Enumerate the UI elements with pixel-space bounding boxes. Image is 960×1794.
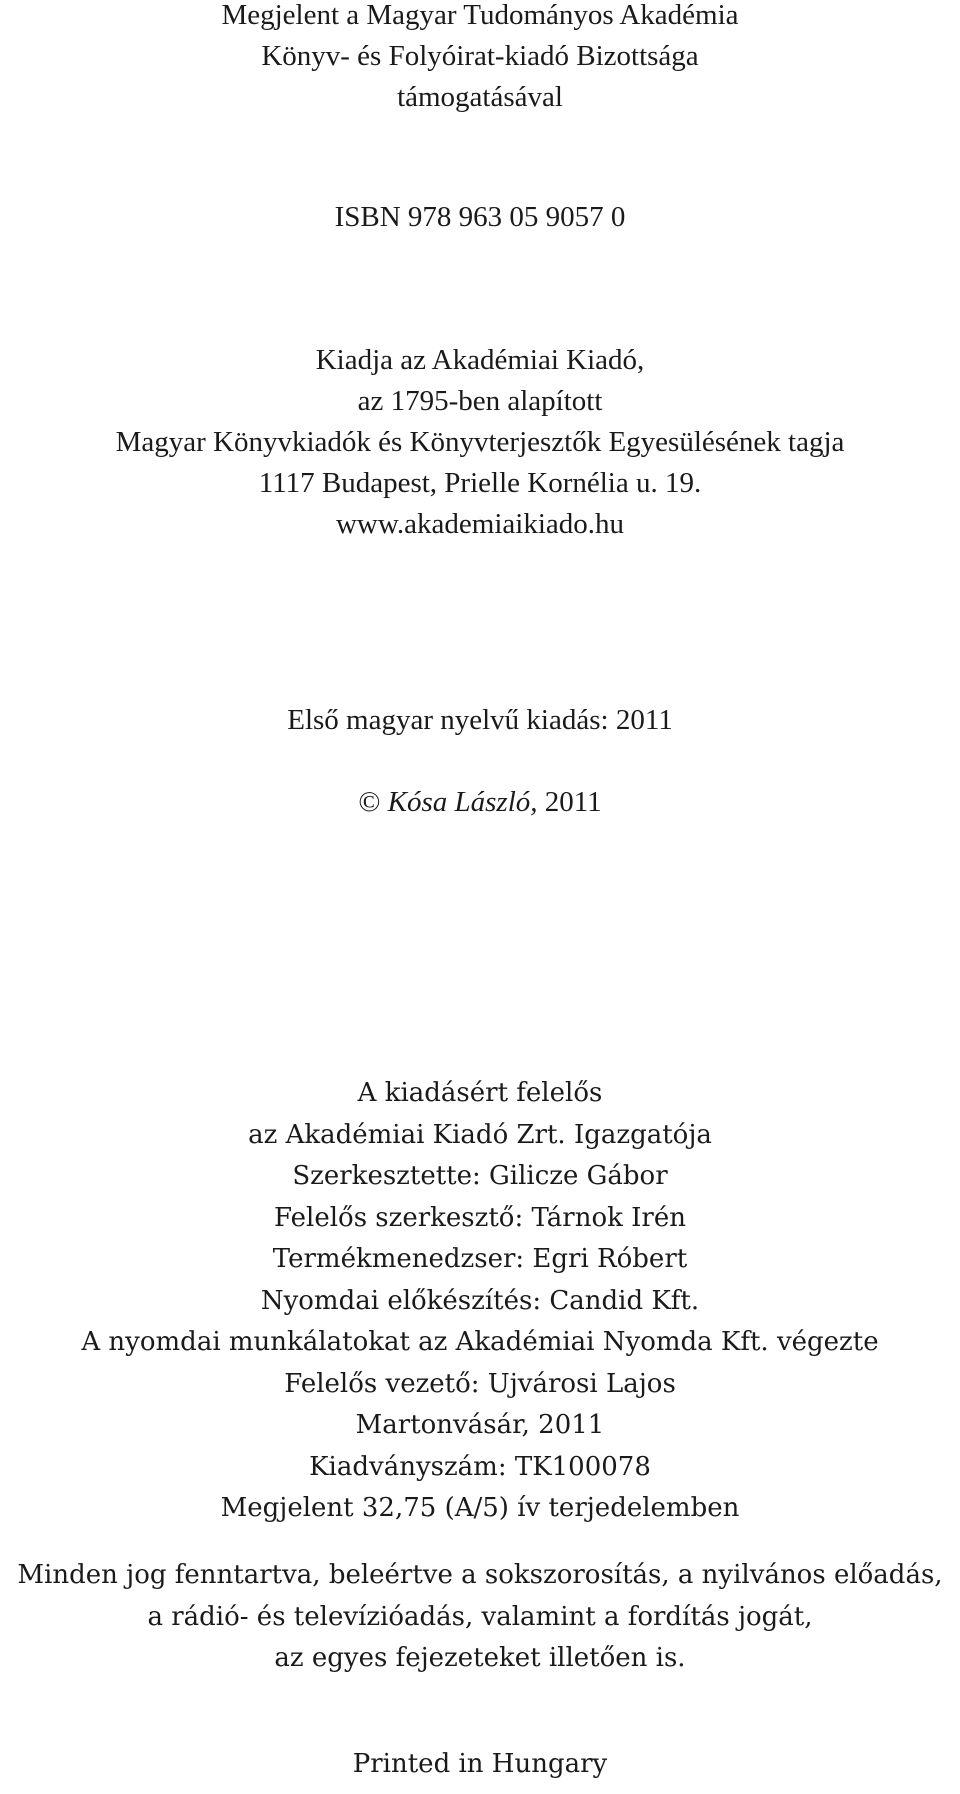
credits-block — [0, 1073, 960, 1530]
credit-line: Felelős szerkesztő: Tárnok Irén — [274, 1202, 686, 1233]
rights-line: a rádió- és televízióadás, valamint a fordítás jogát, — [147, 1601, 813, 1632]
copyright-author: Kósa László, — [387, 786, 538, 818]
isbn-block — [0, 197, 960, 238]
publisher-line: az 1795-ben alapított — [357, 385, 603, 417]
printed-in: Printed in Hungary — [352, 1749, 608, 1779]
publisher-address: 1117 Budapest, Prielle Kornélia u. 19. — [258, 467, 702, 499]
credit-line: Szerkesztette: Gilicze Gábor — [292, 1161, 668, 1191]
rights-line: Minden jog fenntartva, beleértve a sokszorosítás, a nyilvános előadás, — [17, 1560, 943, 1590]
publisher-line: Kiadja az Akadémiai Kiadó, — [315, 344, 645, 376]
copyright-block — [0, 782, 960, 823]
support-line: támogatásával — [397, 81, 563, 113]
publisher-line: Magyar Könyvkiadók és Könyvterjesztők Egyesülésének tagja — [115, 426, 845, 458]
credit-line: az Akadémiai Kiadó Zrt. Igazgatója — [248, 1119, 712, 1150]
edition-block — [0, 700, 960, 741]
rights-statement — [0, 1555, 960, 1680]
publisher-info — [0, 340, 960, 545]
copyright-symbol: © — [358, 786, 381, 818]
rights-line: az egyes fejezeteket illetően is. — [274, 1643, 686, 1673]
isbn: ISBN 978 963 05 9057 0 — [334, 201, 626, 233]
edition-statement: Első magyar nyelvű kiadás: 2011 — [287, 704, 673, 736]
publisher-website: www.akademiaikiado.hu — [335, 508, 625, 540]
credit-line: Nyomdai előkészítés: Candid Kft. — [260, 1285, 700, 1316]
credit-line: Felelős vezető: Ujvárosi Lajos — [284, 1368, 676, 1399]
credit-line: Kiadványszám: TK100078 — [309, 1451, 651, 1482]
credit-line: Megjelent 32,75 (A/5) ív terjedelemben — [220, 1493, 740, 1523]
credit-line: Martonvásár, 2011 — [355, 1410, 605, 1440]
copyright-line — [0, 782, 960, 823]
credit-line: A kiadásért felelős — [357, 1078, 603, 1108]
support-line: Megjelent a Magyar Tudományos Akadémia — [221, 0, 739, 31]
printed-block — [0, 1744, 960, 1786]
support-line: Könyv- és Folyóirat-kiadó Bizottsága — [261, 40, 699, 72]
support-statement — [0, 0, 960, 118]
credit-line: Termékmenedzser: Egri Róbert — [272, 1244, 688, 1274]
copyright-year: 2011 — [544, 786, 602, 818]
credit-line: A nyomdai munkálatokat az Akadémiai Nyomda Kft. végezte — [81, 1327, 879, 1357]
